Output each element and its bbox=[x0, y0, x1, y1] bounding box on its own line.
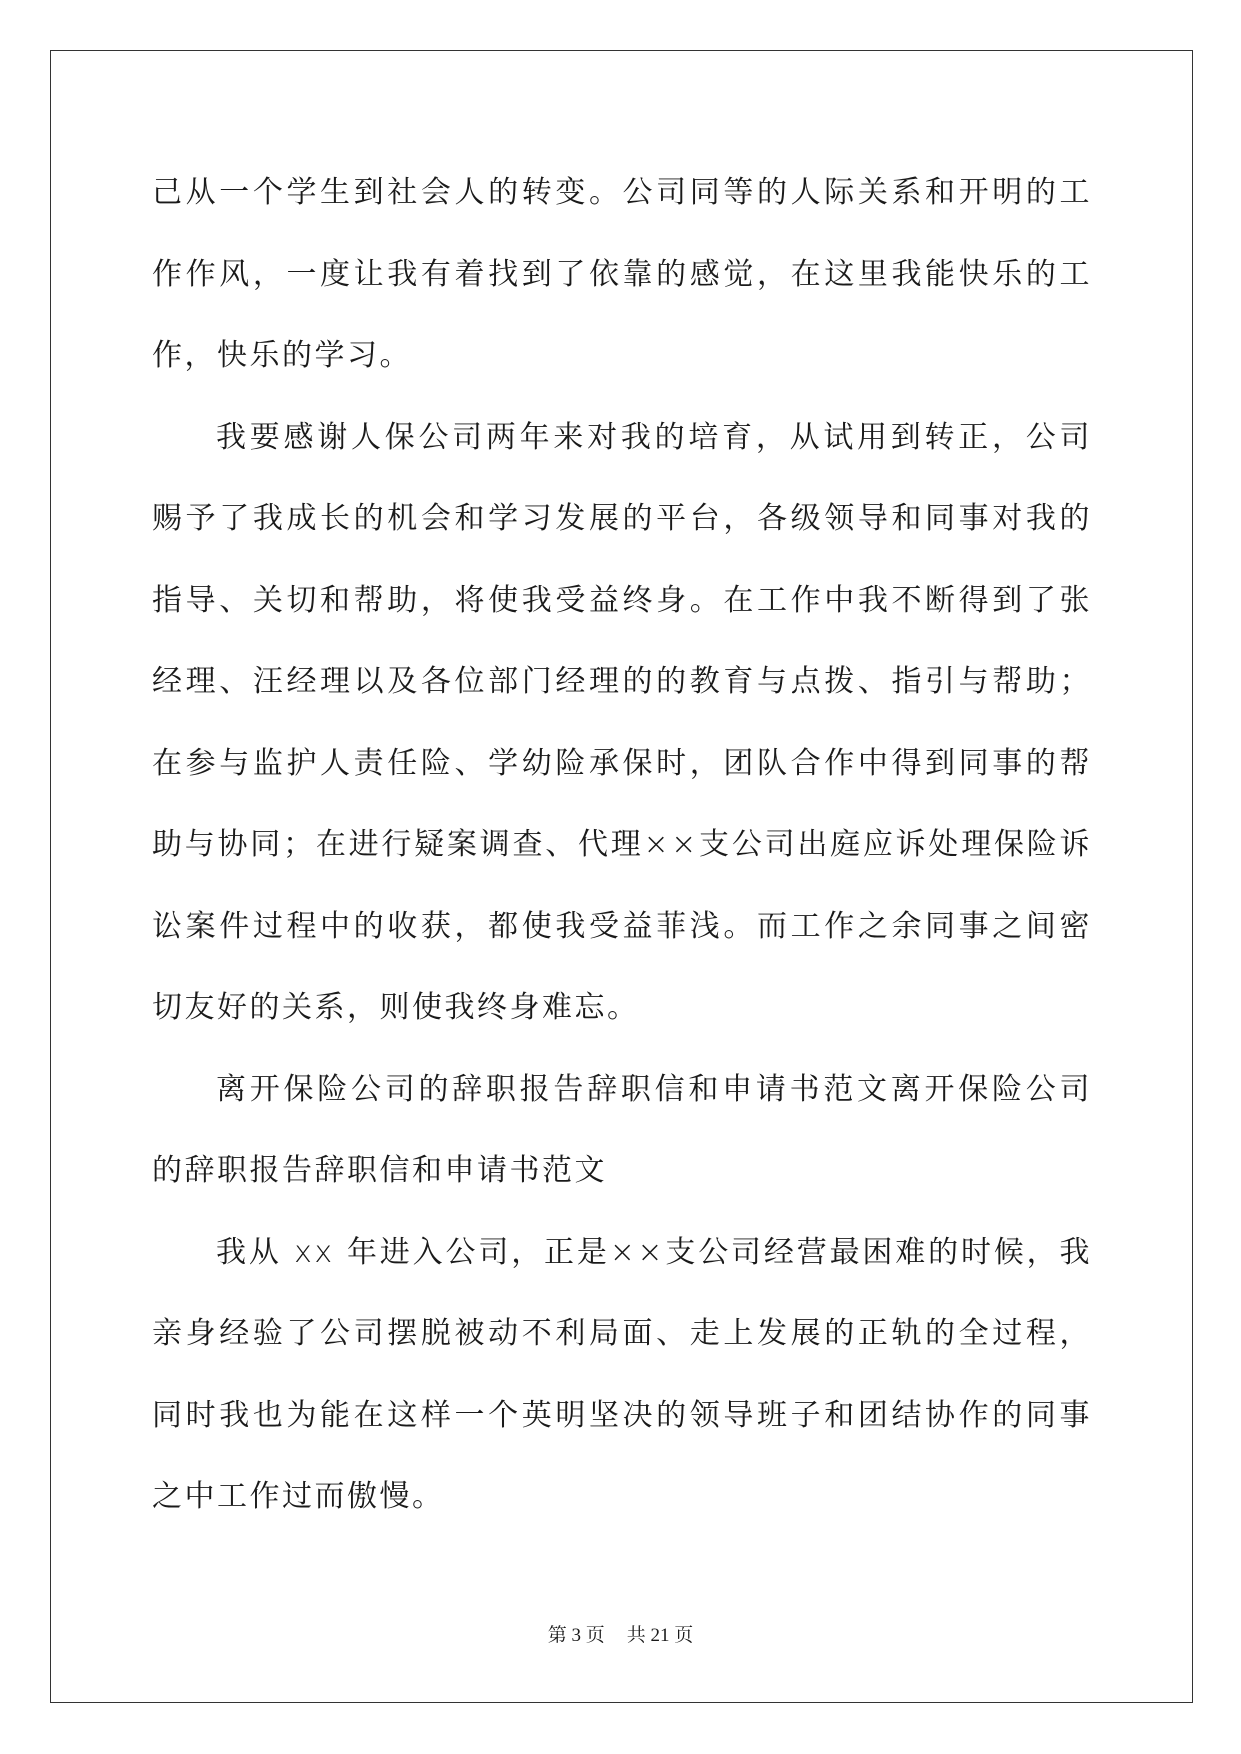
paragraph-2: 我要感谢人保公司两年来对我的培育，从试用到转正，公司赐予了我成长的机会和学习发展的平台，各级领导和同事对我的指导、关切和帮助，将使我受益终身。在工作中我不断得到了张经理、汪经理以及各位部门经理的的教育与点拨、指引与帮助；在参与监护人责任险、学幼险承保时，团队合作中得到同事的帮助与协同；在进行疑案调查、代理××支公司出庭应诉处理保险诉讼案件过程中的收获，都使我受益菲浅。而工作之余同事之间密切友好的关系，则使我终身难忘。 bbox=[152, 419, 1092, 1025]
paragraph-4: 我从 xx 年进入公司，正是××支公司经营最困难的时候，我亲身经验了公司摆脱被动不利局面、走上发展的正轨的全过程，同时我也为能在这样一个英明坚决的领导班子和团结协作的同事之中工作过而傲慢。 bbox=[152, 1234, 1092, 1514]
document-body bbox=[152, 152, 1092, 1538]
page-total: 共 21 页 bbox=[626, 1625, 694, 1646]
page-footer bbox=[0, 1620, 1241, 1647]
page-number: 第 3 页 bbox=[547, 1625, 605, 1646]
paragraph-1: 己从一个学生到社会人的转变。公司同等的人际关系和开明的工作作风，一度让我有着找到了依靠的感觉，在这里我能快乐的工作，快乐的学习。 bbox=[152, 175, 1092, 373]
paragraph-3: 离开保险公司的辞职报告辞职信和申请书范文离开保险公司的辞职报告辞职信和申请书范文 bbox=[152, 1071, 1092, 1188]
